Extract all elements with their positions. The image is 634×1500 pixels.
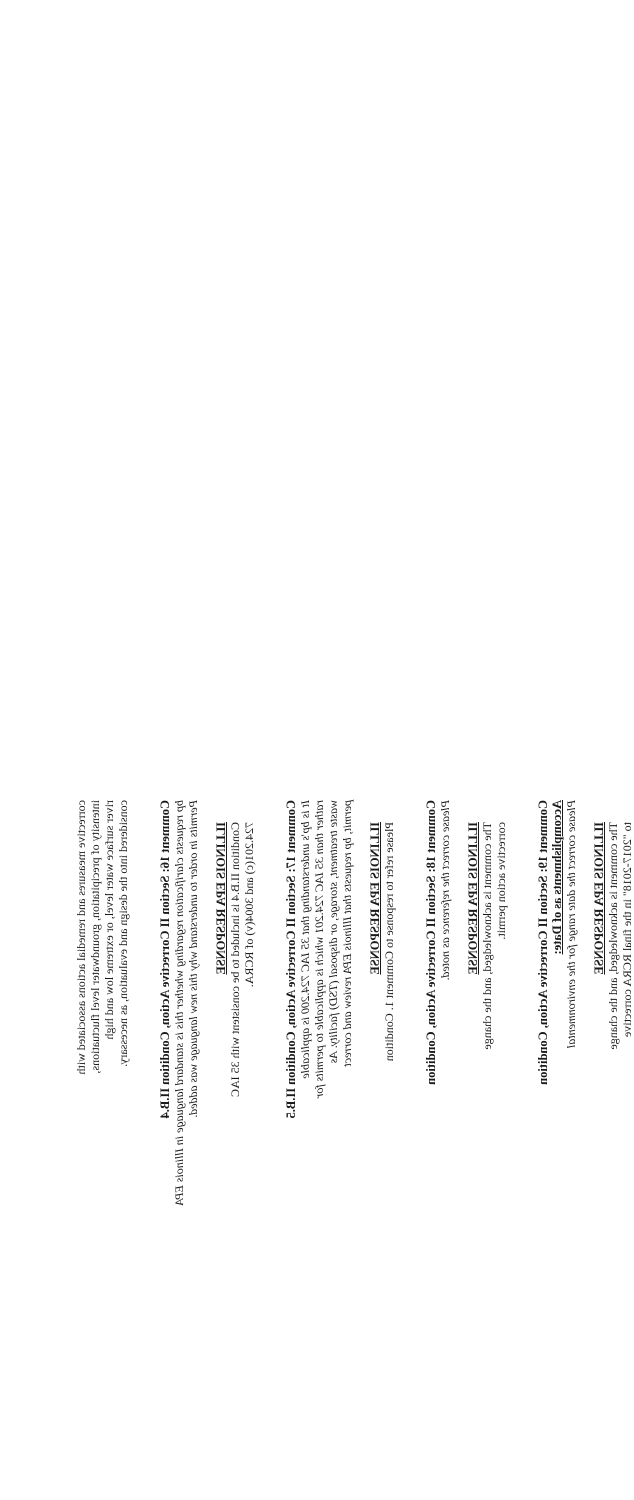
comment-17-text: rather than 35 IAC 724.201 which is applicable to permits for: [312, 800, 326, 1099]
response-19-heading: ILLINOIS EPA RESPONSE: [592, 822, 606, 975]
comment-17-text: It is bp's understanding that 35 IAC 724.200 is applicable: [298, 800, 312, 1079]
response-16-text: 724.201(c) and 3004(v) of RCRA.: [242, 822, 256, 988]
text-line: intensity of precipitation, groundwater level fluctuations,: [88, 800, 102, 1074]
response-17-text: Please refer to response to Comment 1. Condition: [382, 822, 396, 1062]
comment-17-text: waste treatment, storage, or disposal (TSD) facility. As: [326, 800, 340, 1064]
comment-19-heading: Comment 19: Section II Corrective Action, Condition: [536, 800, 550, 1085]
comment-16-heading: Comment 16: Section II Corrective Action, Condition II.B.4: [158, 800, 172, 1119]
text-line: river surface water level, or extreme low and high: [102, 800, 116, 1040]
response-18-text: corrective action permit.: [494, 822, 508, 940]
comment-16-text: Permits in order to understand why this new language was added.: [186, 800, 200, 1118]
comment-18-heading: Comment 18: Section II Corrective Action, Condition: [424, 800, 438, 1085]
comment-19-subheading: Accomplishments as of Date:: [550, 800, 564, 955]
response-18-text: The comment is acknowledged, and the change: [480, 822, 494, 1050]
response-19-text: The comment is acknowledged, and the change: [606, 822, 620, 1050]
text-line: considered into the design and evaluation, as necessary.: [116, 800, 130, 1067]
comment-17-text: permit, bp requests that Illinois EPA review and correct: [340, 800, 354, 1067]
response-16-heading: ILLINOIS EPA RESPONSE: [214, 822, 228, 975]
response-16-text: Condition II.B.4 is included to be consistent with 35 IAC: [228, 822, 242, 1097]
response-18-heading: ILLINOIS EPA RESPONSE: [466, 822, 480, 975]
rotated-text-block: [74, 800, 634, 1500]
text-line: corrective measures and remedial actions associated with: [74, 800, 88, 1075]
response-19-text: to "2017-2018" in the final RCRA corrective: [620, 822, 634, 1038]
comment-19-text: Please correct the date range for the environmental: [564, 800, 578, 1049]
comment-17-heading: Comment 17: Section II Corrective Action, Condition II.B.5: [284, 800, 298, 1119]
comment-18-text: Please correct the reference as noted.: [438, 800, 452, 981]
comment-16-text: bp requests clarification regarding whether this is standard language in Illinois EPA: [172, 800, 186, 1206]
response-17-heading: ILLINOIS EPA RESPONSE: [368, 822, 382, 975]
